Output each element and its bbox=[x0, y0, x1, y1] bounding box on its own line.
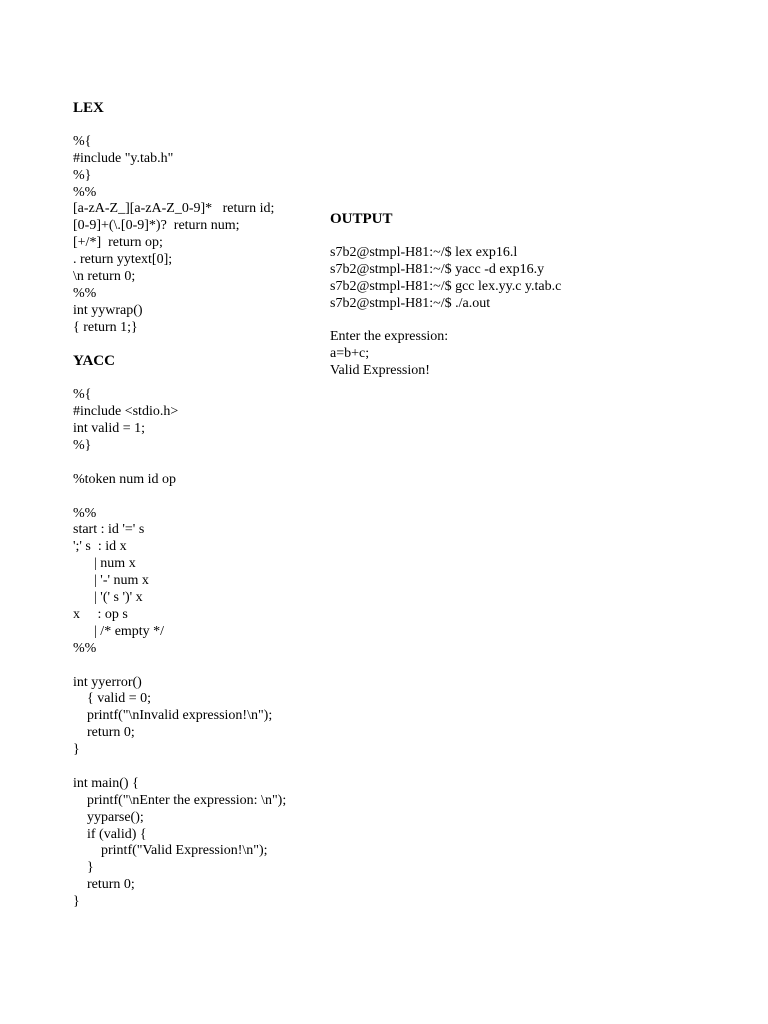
yacc-grammar-code bbox=[73, 506, 313, 658]
code-line: { return 1;} bbox=[73, 319, 138, 335]
terminal-line: s7b2@stmpl-H81:~/$ lex exp16.l bbox=[330, 244, 518, 260]
code-line: int yyerror() bbox=[73, 674, 142, 690]
terminal-line: a=b+c; bbox=[330, 346, 370, 362]
code-line: start : id '=' s bbox=[73, 522, 145, 538]
terminal-line: Valid Expression! bbox=[330, 363, 430, 379]
code-line: yyparse(); bbox=[73, 809, 144, 825]
lex-code bbox=[73, 134, 313, 337]
code-line: [+/*] return op; bbox=[73, 235, 163, 251]
code-line: [a-zA-Z_][a-zA-Z_0-9]* return id; bbox=[73, 201, 275, 217]
right-column bbox=[330, 211, 730, 380]
code-line: printf("\nEnter the expression: \n"); bbox=[73, 792, 287, 808]
yacc-main-code bbox=[73, 776, 313, 911]
code-line: %% bbox=[73, 505, 97, 521]
code-line: ';' s : id x bbox=[73, 539, 127, 555]
terminal-line: s7b2@stmpl-H81:~/$ gcc lex.yy.c y.tab.c bbox=[330, 278, 562, 294]
code-line: } bbox=[73, 860, 94, 876]
code-line: | /* empty */ bbox=[73, 623, 165, 639]
code-line: return 0; bbox=[73, 877, 135, 893]
terminal-line: s7b2@stmpl-H81:~/$ ./a.out bbox=[330, 295, 491, 311]
code-line: x : op s bbox=[73, 606, 128, 622]
yacc-header-code bbox=[73, 387, 313, 455]
terminal-line: s7b2@stmpl-H81:~/$ yacc -d exp16.y bbox=[330, 261, 545, 277]
left-column bbox=[73, 100, 313, 911]
output-run bbox=[330, 329, 730, 380]
yacc-error-code bbox=[73, 675, 313, 759]
code-line: int main() { bbox=[73, 775, 139, 791]
code-line: %% bbox=[73, 184, 97, 200]
code-line: %% bbox=[73, 285, 97, 301]
code-line: if (valid) { bbox=[73, 826, 147, 842]
output-commands bbox=[330, 245, 730, 313]
code-line: } bbox=[73, 742, 80, 758]
code-line: int yywrap() bbox=[73, 302, 143, 318]
code-line: int valid = 1; bbox=[73, 421, 146, 437]
lex-heading: LEX bbox=[73, 100, 104, 116]
code-line: %} bbox=[73, 438, 92, 454]
code-line: %} bbox=[73, 167, 92, 183]
code-line: | '-' num x bbox=[73, 573, 149, 589]
code-line: #include <stdio.h> bbox=[73, 404, 179, 420]
code-line: . return yytext[0]; bbox=[73, 252, 173, 268]
code-line: [0-9]+(\.[0-9]*)? return num; bbox=[73, 218, 240, 234]
code-line: | num x bbox=[73, 556, 136, 572]
token-line: %token num id op bbox=[73, 471, 177, 487]
yacc-heading: YACC bbox=[73, 353, 115, 370]
code-line: { valid = 0; bbox=[73, 691, 151, 707]
code-line: #include "y.tab.h" bbox=[73, 150, 174, 166]
output-heading: OUTPUT bbox=[330, 211, 393, 227]
code-line: printf("Valid Expression!\n"); bbox=[73, 843, 268, 859]
code-line: return 0; bbox=[73, 725, 135, 741]
terminal-line: Enter the expression: bbox=[330, 329, 449, 345]
code-line: \n return 0; bbox=[73, 269, 136, 285]
code-line: %{ bbox=[73, 133, 92, 149]
code-line: | '(' s ')' x bbox=[73, 590, 143, 606]
code-line: } bbox=[73, 894, 80, 910]
code-line: printf("\nInvalid expression!\n"); bbox=[73, 708, 273, 724]
code-line: %{ bbox=[73, 387, 92, 403]
code-line: %% bbox=[73, 640, 97, 656]
